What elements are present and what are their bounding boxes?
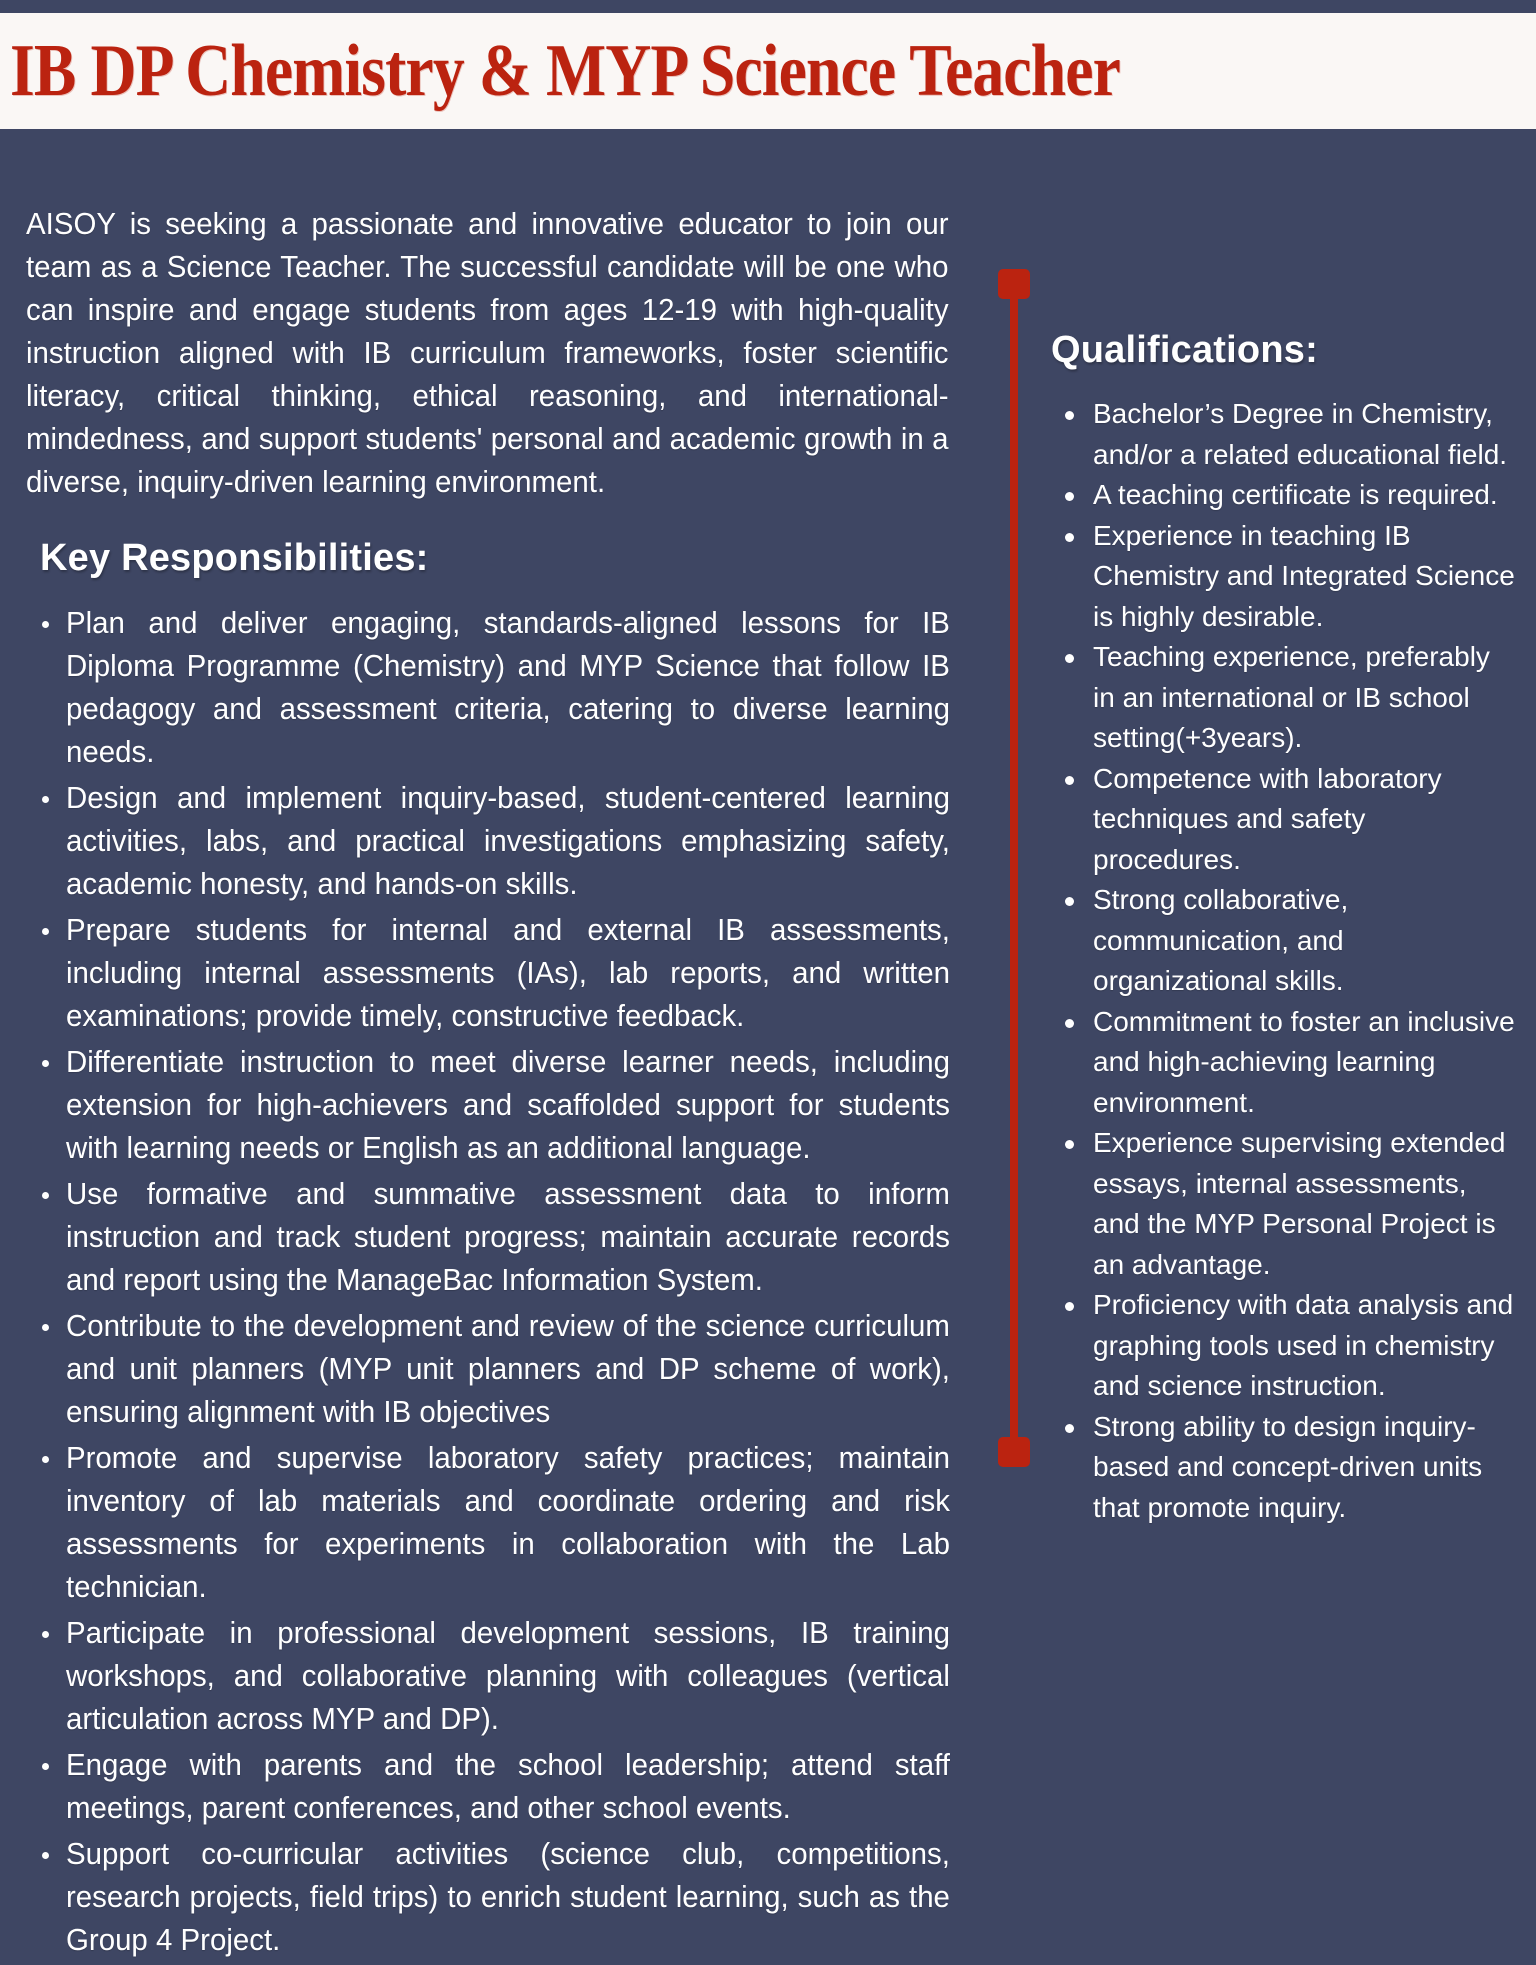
list-item-label: Participate in professional development sessions, IB training workshops, and collaborative planning with colleagues (vertical articulation across MYP and DP).: [66, 1616, 950, 1736]
list-item: [26, 777, 982, 906]
content-area: [0, 129, 1536, 1957]
list-item: Strong ability to design inquiry-based and concept-driven units that promote inquiry.: [1048, 1407, 1518, 1529]
list-item: Strong collaborative, communication, and organizational skills.: [1048, 880, 1518, 1002]
page-title: IB DP Chemistry & MYP Science Teacher: [10, 30, 1121, 112]
qualifications-list: [1048, 394, 1518, 1528]
list-item: [26, 1833, 982, 1962]
list-item-label: Plan and deliver engaging, standards-aligned lessons for IB Diploma Programme (Chemistry) and MYP Science that follow IB pedagogy and assessment criteria, catering to diverse learning needs.: [66, 606, 950, 769]
list-item: Competence with laboratory techniques and safety procedures.: [1048, 759, 1518, 881]
list-item-label: Promote and supervise laboratory safety practices; maintain inventory of lab materials and coordinate ordering and risk assessments for experiments in collaboration with the Lab technician.: [66, 1441, 950, 1604]
list-item-label: Differentiate instruction to meet diverse learner needs, including extension for high-achievers and scaffolded support for students with learning needs or English as an additional language.: [66, 1045, 950, 1165]
section-divider: [1010, 270, 1018, 1466]
list-item: [26, 1173, 982, 1302]
list-item-label: Prepare students for internal and external IB assessments, including internal assessments (IAs), lab reports, and written examinations; provide timely, constructive feedback.: [66, 913, 950, 1033]
divider-cap-bottom-icon: [998, 1437, 1030, 1467]
key-responsibilities-list: [26, 602, 982, 1962]
list-item: [26, 1305, 982, 1434]
list-item-label: Support co-curricular activities (science club, competitions, research projects, field trips) to enrich student learning, such as the Group 4 Project.: [66, 1837, 950, 1957]
left-column: [26, 129, 982, 1965]
list-item: [26, 602, 982, 774]
list-item: Teaching experience, preferably in an international or IB school setting(+3years).: [1048, 637, 1518, 759]
list-item: Experience in teaching IB Chemistry and Integrated Science is highly desirable.: [1048, 516, 1518, 638]
title-banner: [0, 13, 1536, 129]
list-item: Experience supervising extended essays, internal assessments, and the MYP Personal Project is an advantage.: [1048, 1123, 1518, 1285]
list-item-label: Design and implement inquiry-based, student-centered learning activities, labs, and practical investigations emphasizing safety, academic honesty, and hands-on skills.: [66, 781, 950, 901]
list-item: [26, 909, 982, 1038]
list-item: Commitment to foster an inclusive and high-achieving learning environment.: [1048, 1002, 1518, 1124]
qualifications-heading: Qualifications:: [1051, 329, 1318, 371]
list-item: [26, 1437, 982, 1609]
list-item-label: Contribute to the development and review of the science curriculum and unit planners (MYP unit planners and DP scheme of work), ensuring alignment with IB objectives: [66, 1309, 950, 1429]
list-item: Proficiency with data analysis and graphing tools used in chemistry and science instruction.: [1048, 1285, 1518, 1407]
list-item-label: Use formative and summative assessment data to inform instruction and track student progress; maintain accurate records and report using the ManageBac Information System.: [66, 1177, 950, 1297]
key-responsibilities-heading: Key Responsibilities:: [40, 537, 429, 579]
list-item: A teaching certificate is required.: [1048, 475, 1518, 516]
list-item: Bachelor’s Degree in Chemistry, and/or a related educational field.: [1048, 394, 1518, 475]
divider-cap-top-icon: [998, 269, 1030, 299]
list-item-label: Engage with parents and the school leadership; attend staff meetings, parent conferences, and other school events.: [66, 1748, 950, 1825]
list-item: [26, 1744, 982, 1830]
list-item: [26, 1041, 982, 1170]
right-column: [1048, 129, 1518, 1528]
intro-paragraph: AISOY is seeking a passionate and innovative educator to join our team as a Science Teacher. The successful candidate will be one who can inspire and engage students from ages 12-19 with high-quality instruction aligned with IB curriculum frameworks, foster scientific literacy, critical thinking, ethical reasoning, and international-mindedness, and support students' personal and academic growth in a diverse, inquiry-driven learning environment.: [26, 207, 949, 499]
list-item: [26, 1612, 982, 1741]
